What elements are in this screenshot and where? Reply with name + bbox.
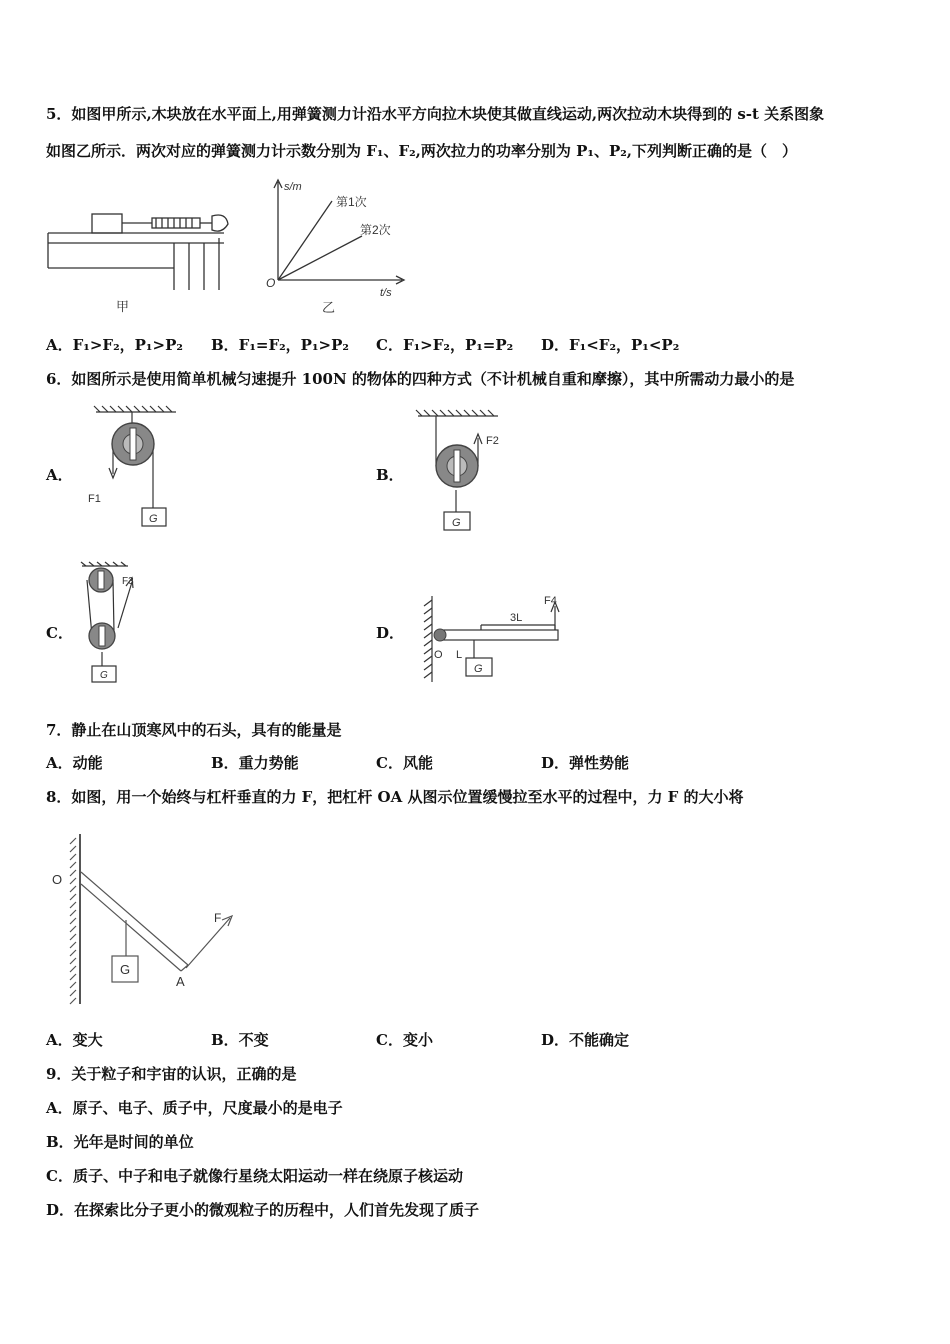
q5-graph-y-label: s/m — [284, 181, 302, 193]
q5-graph-line2-label: 第2次 — [360, 223, 391, 237]
q8-option-a[interactable]: A．变大 — [46, 1031, 103, 1049]
q5-stem-line1: 5．如图甲所示,木块放在水平面上,用弹簧测力计沿水平方向拉木块使其做直线运动,两次拉动木块得到的 s-t 关系图象 — [46, 105, 825, 123]
q7-option-b[interactable]: B．重力势能 — [211, 754, 299, 772]
q6-a-force-label: F1 — [88, 493, 101, 505]
q6-b-force-label: F2 — [486, 435, 499, 447]
q6-d-force-label: F4 — [544, 595, 557, 607]
q5-option-d[interactable]: D．F₁<F₂，P₁<P₂ — [541, 336, 680, 354]
q6-figure-c — [78, 560, 158, 688]
q6-option-a[interactable]: A． — [46, 466, 73, 484]
q6-figure-b — [414, 408, 524, 536]
q5-option-b[interactable]: B．F₁=F₂，P₁>P₂ — [211, 336, 349, 354]
q9-stem: 9．关于粒子和宇宙的认识，正确的是 — [46, 1065, 297, 1083]
q8-figure-lever — [46, 828, 246, 1008]
q6-d-weight-label: G — [474, 663, 483, 675]
q5-stem-line2: 如图乙所示．两次对应的弹簧测力计示数分别为 F₁、F₂,两次拉力的功率分别为 P₁、P₂,下列判断正确的是（ ） — [46, 142, 798, 160]
q6-option-d[interactable]: D． — [376, 624, 405, 642]
q6-d-3l-label: 3L — [510, 612, 523, 624]
q8-option-d[interactable]: D．不能确定 — [541, 1031, 630, 1049]
q6-d-l-label: L — [456, 649, 463, 661]
q8-label-g: G — [120, 962, 131, 977]
q6-option-c[interactable]: C． — [46, 624, 73, 642]
q9-option-d[interactable]: D．在探索比分子更小的微观粒子的历程中，人们首先发现了质子 — [46, 1201, 480, 1219]
q6-a-weight-label: G — [149, 513, 158, 525]
q5-figure-jia-caption: 甲 — [116, 299, 130, 314]
q5-option-a[interactable]: A．F₁>F₂，P₁>P₂ — [46, 336, 183, 354]
q7-stem: 7．静止在山顶寒风中的石头，具有的能量是 — [46, 721, 342, 739]
q8-option-b[interactable]: B．不变 — [211, 1031, 269, 1049]
q7-option-d[interactable]: D．弹性势能 — [541, 754, 630, 772]
q8-option-c[interactable]: C．变小 — [376, 1031, 433, 1049]
q9-option-a[interactable]: A．原子、电子、质子中，尺度最小的是电子 — [46, 1099, 343, 1117]
q5-graph-origin: O — [266, 276, 276, 290]
q9-option-c[interactable]: C．质子、中子和电子就像行星绕太阳运动一样在绕原子核运动 — [46, 1167, 463, 1185]
q6-stem: 6．如图所示是使用简单机械匀速提升 100N 的物体的四种方式（不计机械自重和摩擦），其中所需动力最小的是 — [46, 370, 795, 388]
q7-option-c[interactable]: C．风能 — [376, 754, 433, 772]
q5-figure-jia — [44, 178, 234, 318]
q5-graph-x-label: t/s — [380, 287, 392, 299]
q5-figure-yi-caption: 乙 — [322, 300, 336, 315]
q6-b-weight-label: G — [452, 517, 461, 529]
q8-label-f: F — [214, 911, 222, 925]
q8-label-o: O — [52, 872, 63, 887]
q8-label-a: A — [176, 974, 185, 989]
q8-stem: 8．如图，用一个始终与杠杆垂直的力 F，把杠杆 OA 从图示位置缓慢拉至水平的过程中，力 F 的大小将 — [46, 788, 744, 806]
q6-figure-a — [80, 404, 200, 532]
q7-option-a[interactable]: A．动能 — [46, 754, 103, 772]
q5-figure-yi-graph — [262, 176, 412, 316]
q6-d-pivot-label: O — [434, 649, 443, 661]
q9-option-b[interactable]: B．光年是时间的单位 — [46, 1133, 194, 1151]
q5-graph-line-2 — [278, 236, 362, 280]
q5-option-c[interactable]: C．F₁>F₂，P₁=P₂ — [376, 336, 514, 354]
q6-c-force-label: F3 — [122, 576, 134, 587]
q6-figure-d — [414, 592, 574, 688]
q5-graph-line1-label: 第1次 — [336, 195, 367, 209]
q6-option-b[interactable]: B． — [376, 466, 404, 484]
q5-graph-line-1 — [278, 201, 332, 280]
q6-c-weight-label: G — [100, 670, 108, 681]
